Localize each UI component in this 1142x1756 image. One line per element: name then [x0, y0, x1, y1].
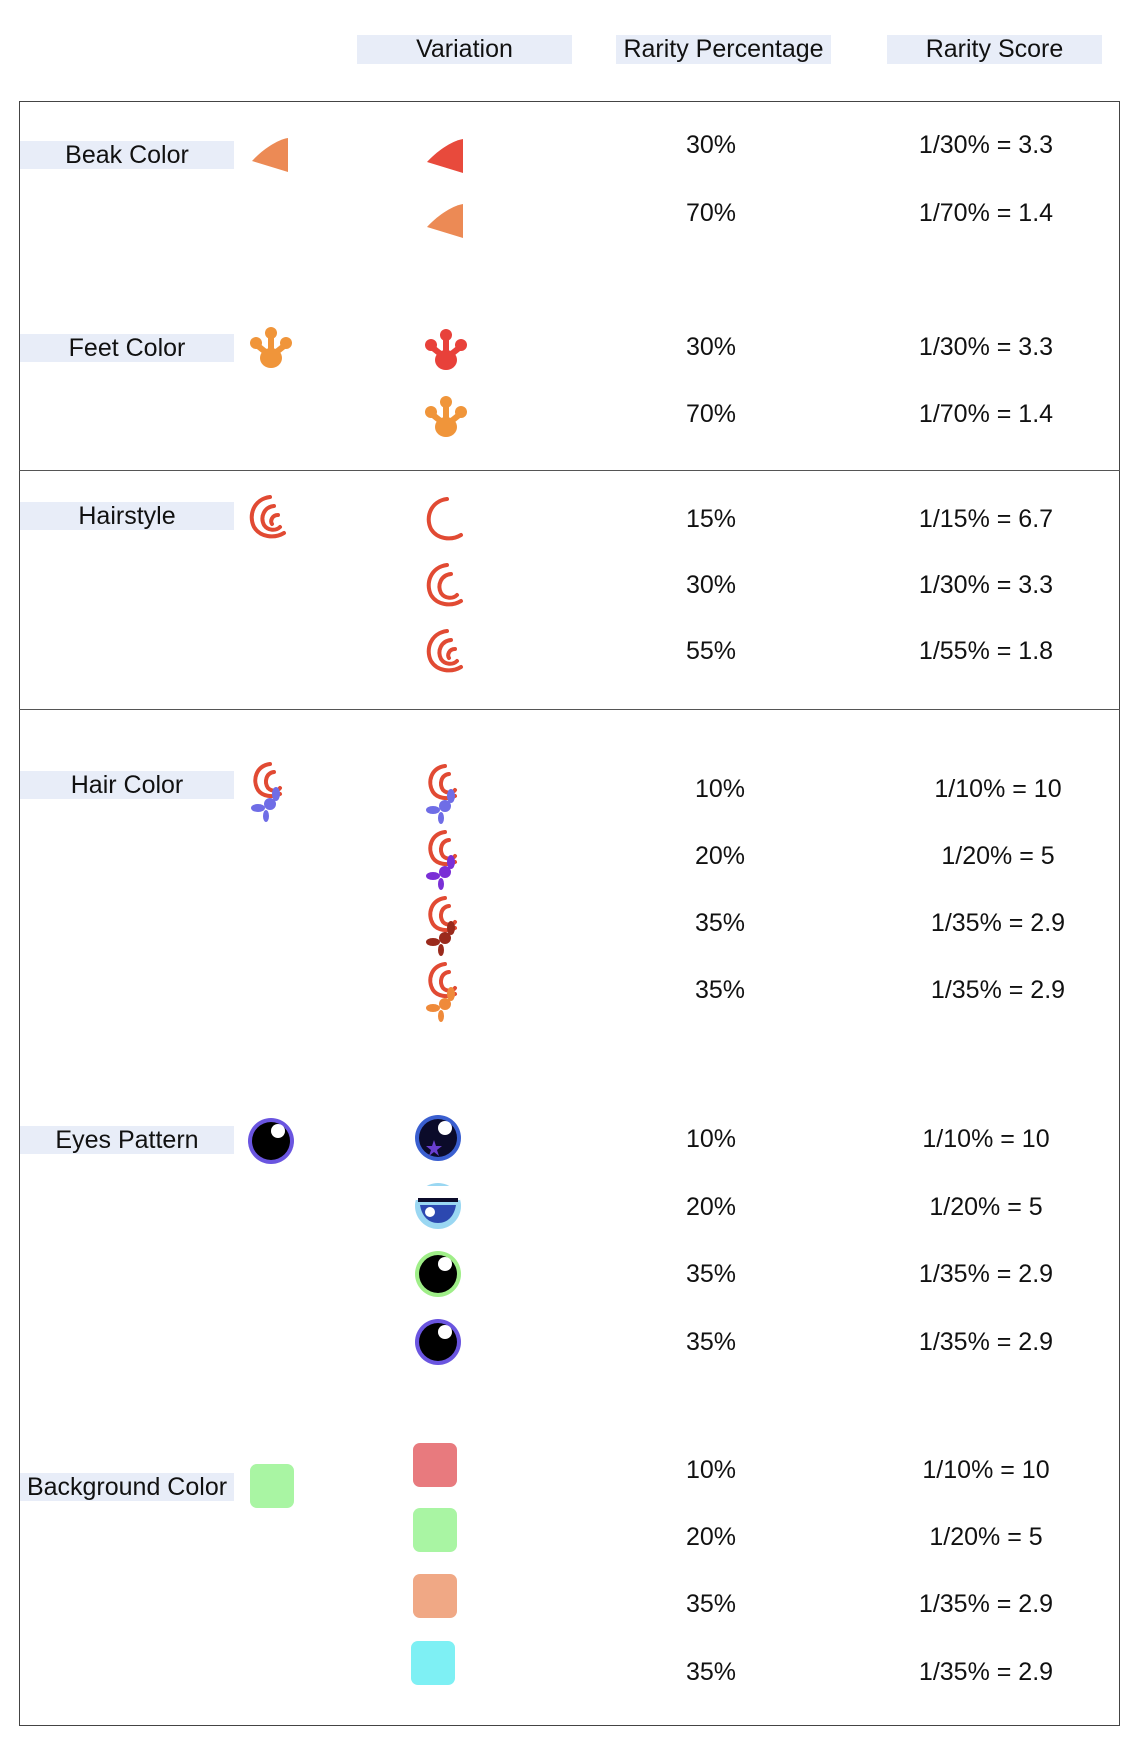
beak-variation-orange-icon: [421, 195, 471, 245]
hairstyle-variation-triple-icon: [421, 627, 471, 677]
rarity-score: 1/30% = 3.3: [918, 333, 1054, 361]
rarity-score: 1/55% = 1.8: [918, 637, 1054, 665]
rarity-percentage: 15%: [685, 505, 737, 533]
trait-label-feet-color: Feet Color: [20, 334, 234, 362]
rarity-percentage: 70%: [685, 400, 737, 428]
hair-color-variation-violet-icon: [421, 828, 471, 894]
rarity-score: 1/20% = 5: [929, 1193, 1043, 1221]
rarity-score: 1/30% = 3.3: [918, 571, 1054, 599]
rarity-percentage: 20%: [685, 1523, 737, 1551]
rarity-percentage: 35%: [694, 976, 746, 1004]
rarity-percentage: 30%: [685, 131, 737, 159]
hairstyle-variation-single-icon: [421, 495, 471, 545]
eye-icon: [246, 1116, 296, 1166]
rarity-percentage: 10%: [685, 1125, 737, 1153]
rarity-percentage: 20%: [685, 1193, 737, 1221]
trait-label-hair-color: Hair Color: [20, 771, 234, 799]
rarity-score: 1/35% = 2.9: [930, 909, 1066, 937]
rarity-score: 1/10% = 10: [922, 1456, 1050, 1484]
header-rarity-score: Rarity Score: [887, 35, 1102, 64]
rarity-score: 1/35% = 2.9: [918, 1658, 1054, 1686]
background-variation-swatch: [413, 1508, 457, 1552]
rarity-score: 1/20% = 5: [929, 1523, 1043, 1551]
rarity-percentage: 10%: [694, 775, 746, 803]
background-swatch-icon: [250, 1464, 294, 1508]
rarity-percentage: 55%: [685, 637, 737, 665]
rarity-score: 1/35% = 2.9: [930, 976, 1066, 1004]
hair-color-variation-periwinkle-icon: [421, 762, 471, 828]
foot-variation-orange-icon: [421, 393, 471, 443]
rarity-score: 1/10% = 10: [922, 1125, 1050, 1153]
rarity-percentage: 30%: [685, 333, 737, 361]
hair-color-variation-orange-icon: [421, 960, 471, 1026]
rarity-percentage: 35%: [694, 909, 746, 937]
rarity-percentage: 35%: [685, 1328, 737, 1356]
hair-curl-icon: [244, 493, 294, 543]
header-rarity-percentage: Rarity Percentage: [616, 35, 831, 64]
beak-variation-red-icon: [421, 130, 471, 180]
rarity-score: 1/30% = 3.3: [918, 131, 1054, 159]
rarity-percentage: 10%: [685, 1456, 737, 1484]
background-variation-swatch: [413, 1574, 457, 1618]
header-variation: Variation: [357, 35, 572, 64]
trait-label-eyes-pattern: Eyes Pattern: [20, 1126, 234, 1154]
background-variation-swatch: [413, 1443, 457, 1487]
rarity-score: 1/20% = 5: [941, 842, 1055, 870]
trait-label-background-color: Background Color: [20, 1473, 234, 1501]
hair-tuft-icon: [246, 760, 296, 826]
rarity-percentage: 30%: [685, 571, 737, 599]
rarity-percentage: 35%: [685, 1590, 737, 1618]
rarity-percentage: 20%: [694, 842, 746, 870]
eye-variation-purple-ring-icon: [413, 1317, 463, 1367]
rarity-score: 1/35% = 2.9: [918, 1590, 1054, 1618]
hair-color-variation-brown-icon: [421, 894, 471, 960]
section-divider: [19, 709, 1120, 710]
foot-variation-red-icon: [421, 326, 471, 376]
rarity-score: 1/35% = 2.9: [918, 1328, 1054, 1356]
rarity-score: 1/15% = 6.7: [918, 505, 1054, 533]
background-variation-swatch: [411, 1641, 455, 1685]
trait-label-beak-color: Beak Color: [20, 141, 234, 169]
foot-icon: [246, 324, 296, 374]
beak-icon: [246, 129, 296, 179]
rarity-score: 1/10% = 10: [934, 775, 1062, 803]
rarity-score: 1/70% = 1.4: [918, 400, 1054, 428]
rarity-score: 1/35% = 2.9: [918, 1260, 1054, 1288]
hairstyle-variation-double-icon: [421, 561, 471, 611]
rarity-percentage: 35%: [685, 1658, 737, 1686]
eye-variation-green-ring-icon: [413, 1249, 463, 1299]
eye-variation-star-icon: [413, 1113, 463, 1163]
section-divider: [19, 470, 1120, 471]
rarity-percentage: 35%: [685, 1260, 737, 1288]
trait-label-hairstyle: Hairstyle: [20, 502, 234, 530]
eye-variation-sleepy-icon: [413, 1181, 463, 1231]
rarity-percentage: 70%: [685, 199, 737, 227]
rarity-score: 1/70% = 1.4: [918, 199, 1054, 227]
